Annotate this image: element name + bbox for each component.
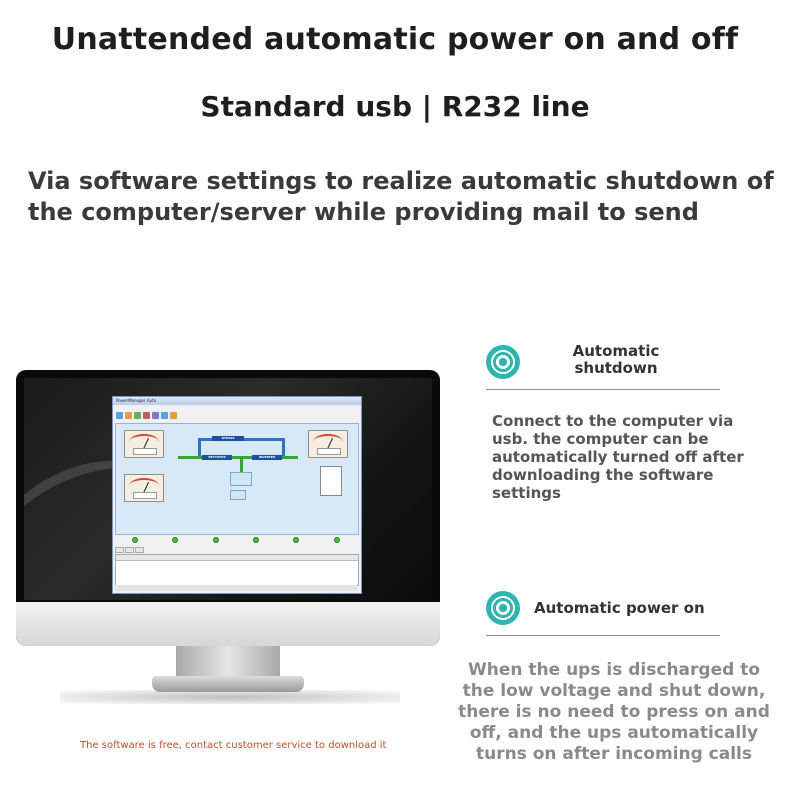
- toolbar-icon: [170, 412, 177, 419]
- app-statusbar: [115, 585, 357, 591]
- battery-icon: [230, 472, 252, 486]
- subheadline: Standard usb | R232 line: [200, 90, 590, 123]
- free-software-note: The software is free, contact customer service to download it: [80, 740, 387, 751]
- monitor-stand-base: [152, 676, 304, 692]
- feature-text-automatic-shutdown: Connect to the computer via usb. the computer can be automatically turned off after downloading the software settings: [492, 412, 744, 502]
- feature-text-automatic-power-on: When the ups is discharged to the low voltage and shut down, there is no need to press on and off, and the ups automatically turns on after incoming calls: [458, 660, 770, 764]
- power-manager-window: [112, 396, 362, 594]
- app-tab: [115, 547, 124, 553]
- target-circle-icon: [486, 345, 520, 379]
- app-toolbar: [113, 411, 361, 420]
- divider: [486, 389, 720, 390]
- toolbar-icon: [161, 412, 168, 419]
- ups-diagram-panel: [115, 423, 359, 535]
- divider: [486, 635, 720, 636]
- output-voltage-meter: [308, 430, 348, 458]
- load-icon: [320, 466, 342, 496]
- target-circle-icon: [486, 591, 520, 625]
- event-log-table: [115, 554, 359, 586]
- app-tab: [125, 547, 134, 553]
- monitor-stand-neck: [176, 646, 280, 678]
- rectifier-label: RECTIFIER: [202, 455, 232, 460]
- bypass-label: BYPASS: [212, 436, 244, 441]
- toolbar-icon: [116, 412, 123, 419]
- battery-cell-icon: [230, 490, 246, 500]
- led-icon: [132, 537, 138, 543]
- monitor-chin: [16, 602, 440, 646]
- headline: Unattended automatic power on and off: [51, 22, 739, 57]
- app-tabs: [115, 547, 144, 553]
- toolbar-icon: [152, 412, 159, 419]
- led-icon: [293, 537, 299, 543]
- monitor-screen: [24, 378, 432, 600]
- led-icon: [334, 537, 340, 543]
- monitor-stand-shadow: [60, 690, 400, 704]
- event-log-header: [116, 555, 358, 561]
- toolbar-icon: [125, 412, 132, 419]
- feature-title-automatic-power-on: Automatic power on: [534, 599, 705, 617]
- led-icon: [172, 537, 178, 543]
- inverter-label: INVERTER: [252, 455, 282, 460]
- feature-title-automatic-shutdown: Automatic shutdown: [572, 342, 660, 377]
- status-indicator-row: [115, 535, 357, 545]
- monitor-illustration: [16, 370, 440, 646]
- app-tab: [135, 547, 144, 553]
- app-titlebar: PowerManager Auto: [113, 397, 361, 405]
- frequency-meter: [124, 474, 164, 502]
- description-text: Via software settings to realize automatic shutdown of the computer/server while providing mail to send: [28, 167, 774, 226]
- toolbar-icon: [134, 412, 141, 419]
- toolbar-icon: [143, 412, 150, 419]
- led-icon: [253, 537, 259, 543]
- led-icon: [213, 537, 219, 543]
- input-voltage-meter: [124, 430, 164, 458]
